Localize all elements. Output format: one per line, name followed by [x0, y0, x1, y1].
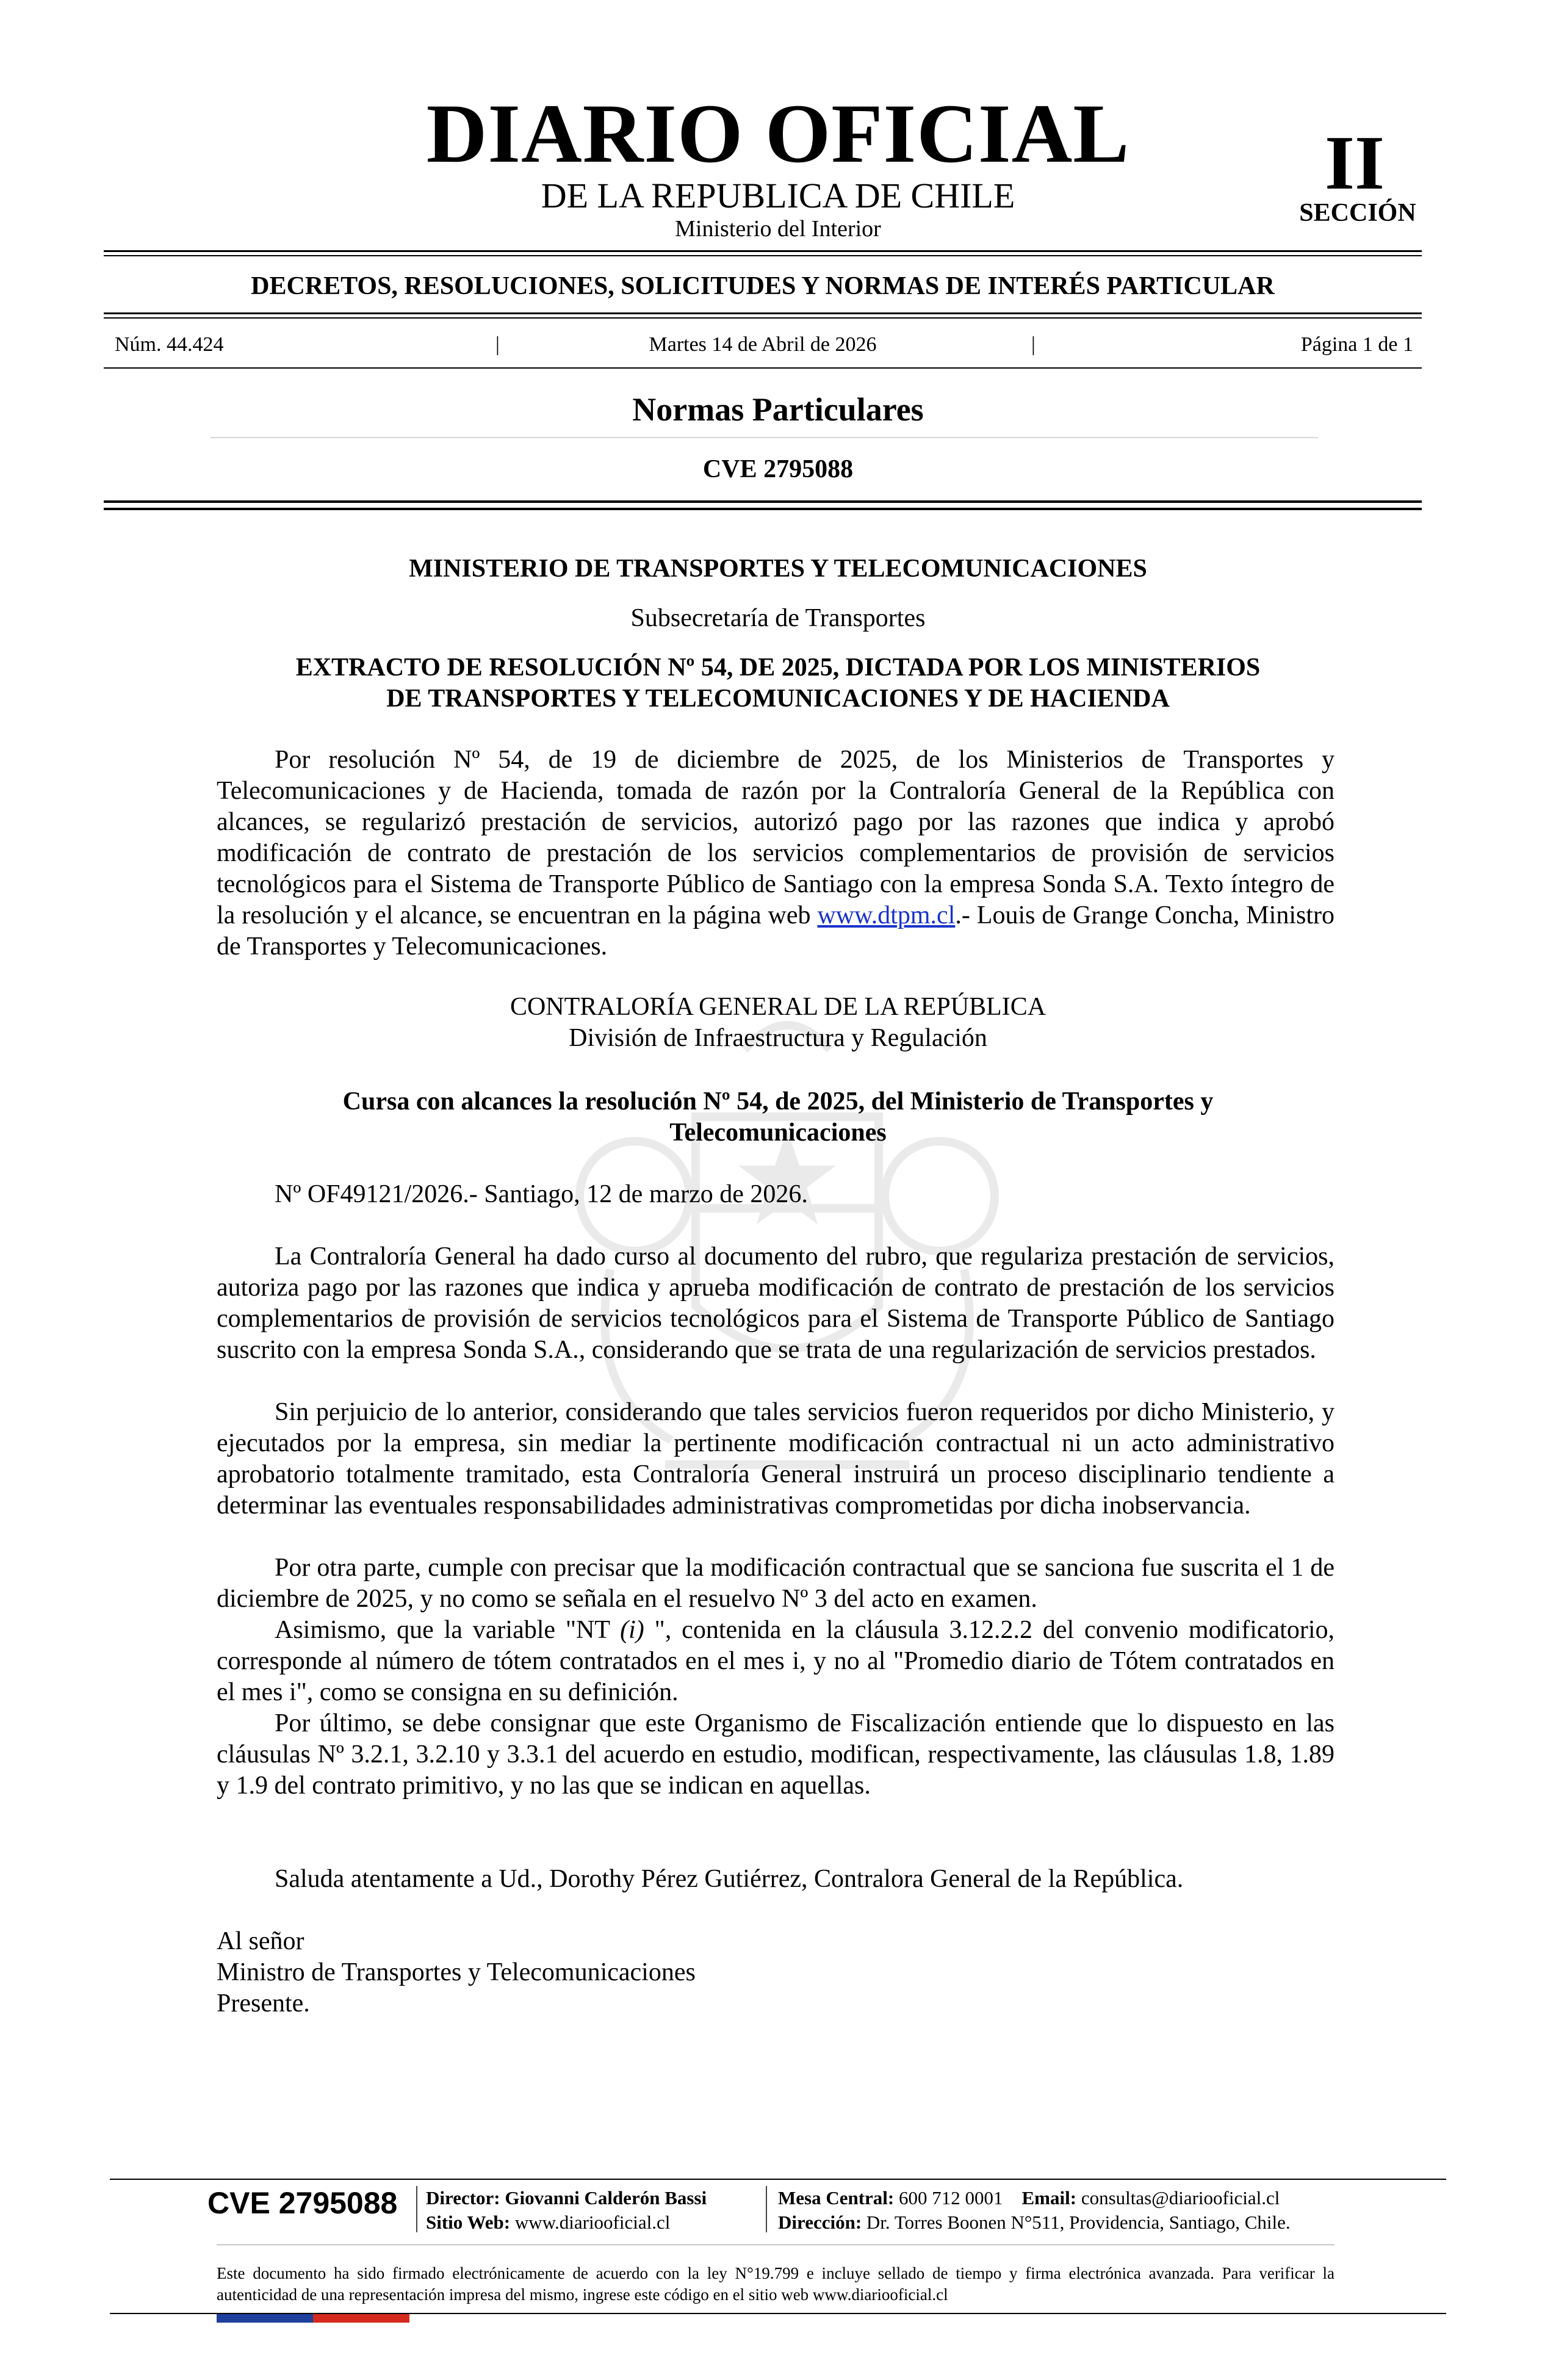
page-count: Página 1 de 1: [1300, 333, 1413, 356]
masthead-ministry: Ministerio del Interior: [675, 216, 881, 242]
issue-date: Martes 14 de Abril de 2026: [649, 333, 877, 356]
paragraph-asimismo: [217, 1615, 1334, 1708]
cve-code: CVE 2795088: [702, 455, 854, 483]
cursa-title-line2: Telecomunicaciones: [669, 1119, 887, 1147]
paragraph-resolution-text: Por resolución Nº 54, de 19 de diciembre de 2025, de los Ministerios de Transportes y Telecomunicaciones y de Hacienda, tomada de razón por la Contraloría General de la República con alcances, se regularizó prestación de servicios, autorizó pago por las razones que indica y aprobó modificación de contrato de prestación de los servicios complementarios de provisión de servicios tecnológicos para el Sistema de Transporte Público de Santiago con la empresa Sonda S.A. Texto íntegro de la resolución y el alcance, se encuentran en la página web: [217, 746, 1334, 929]
subsecretaria: Subsecretaría de Transportes: [630, 604, 926, 632]
dtpm-link[interactable]: www.dtpm.cl: [817, 901, 956, 929]
cve-rule-2: [104, 508, 1422, 510]
variable-i: (i): [620, 1616, 644, 1644]
section-number: II: [1324, 121, 1385, 206]
cursa-title-line1: Cursa con alcances la resolución Nº 54, de 2025, del Ministerio de Transportes y: [342, 1087, 1214, 1116]
flag-stripe-blue: [217, 2314, 313, 2323]
meta-rule: [104, 367, 1422, 369]
address-value: Dr. Torres Boonen N°511, Providencia, Santiago, Chile.: [866, 2212, 1291, 2233]
masthead-rule-top: [104, 250, 1422, 252]
recipient: Ministro de Transportes y Telecomunicaciones: [217, 1958, 696, 1986]
banner-rule-bottom: [104, 312, 1422, 314]
footer-address: [778, 2210, 1291, 2235]
footer-director: [426, 2186, 707, 2210]
contraloria-heading: CONTRALORÍA GENERAL DE LA REPÚBLICA: [510, 993, 1046, 1021]
footer-note: Este documento ha sido firmado electrónicamente de acuerdo con la ley N°19.799 e incluye sellado de tiempo y firma electrónica avanzada. Para verificar la autenticidad de una representación impresa del mismo, ingrese este código en el sitio web www.diariooficial.cl: [217, 2264, 1334, 2304]
website-label: Sitio Web:: [426, 2212, 511, 2233]
paragraph-sin-perjuicio: Sin perjuicio de lo anterior, considerando que tales servicios fueron requeridos por dicho Ministerio, y ejecutados por la empresa, sin mediar la pertinente modificación contractual ni un acto administrativo aprobatorio totalmente tramitado, esta Contraloría General instruirá un proceso disciplinario tendiente a determinar las eventuales responsabilidades administrativas comprometidas por dicha inobservancia.: [217, 1398, 1334, 1520]
saluda-line: Saluda atentamente a Ud., Dorothy Pérez Gutiérrez, Contralora General de la República.: [275, 1865, 1184, 1893]
oficio-reference: Nº OF49121/2026.- Santiago, 12 de marzo de 2026.: [275, 1180, 808, 1208]
division-heading: División de Infraestructura y Regulación: [569, 1024, 987, 1052]
footer-website: [426, 2210, 670, 2235]
masthead-subtitle: DE LA REPUBLICA DE CHILE: [541, 176, 1015, 215]
footer-cve-code: CVE 2795088: [207, 2186, 398, 2220]
footer-rule-top: [110, 2179, 1446, 2180]
director-value: Giovanni Calderón Bassi: [505, 2187, 707, 2209]
footer-divider: [416, 2186, 417, 2232]
extract-title-line2: DE TRANSPORTES Y TELECOMUNICACIONES Y DE HACIENDA: [386, 685, 1170, 713]
meta-separator: |: [495, 333, 500, 356]
email-label: Email:: [1021, 2187, 1077, 2209]
email-value[interactable]: consultas@diariooficial.cl: [1081, 2187, 1280, 2209]
paragraph-curso: La Contraloría General ha dado curso al documento del rubro, que regulariza prestación de servicios, autoriza pago por las razones que indica y aprueba modificación de contrato de prestación de los servicios complementarios de provisión de servicios tecnológicos para el Sistema de Transporte Público de Santiago suscrito con la empresa Sonda S.A., considerando que se trata de una regularización de servicios prestados.: [217, 1242, 1334, 1364]
flag-stripe-red: [313, 2314, 409, 2323]
footer-contact: [778, 2186, 1280, 2210]
ministry-heading: MINISTERIO DE TRANSPORTES Y TELECOMUNICACIONES: [409, 555, 1147, 583]
banner-rule-bottom-2: [104, 317, 1422, 319]
meta-separator: |: [1031, 333, 1036, 356]
paragraph-resolution: [217, 745, 1334, 962]
address-label: Dirección:: [778, 2212, 862, 2233]
paragraph-asimismo-tail: ", contenida en la cláusula 3.12.2.2 del convenio modificatorio, corresponde al número de tótem contratados en el mes i, y no al "Promedio diario de Tótem contratados en el mes i", como se consigna en su definición.: [217, 1616, 1334, 1706]
section-banner: DECRETOS, RESOLUCIONES, SOLICITUDES Y NORMAS DE INTERÉS PARTICULAR: [251, 272, 1275, 300]
masthead-title: DIARIO OFICIAL: [426, 87, 1130, 180]
al-senor: Al señor: [217, 1927, 304, 1955]
paragraph-ultimo: Por último, se debe consignar que este Organismo de Fiscalización entiende que lo dispuesto en las cláusulas Nº 3.2.1, 3.2.10 y 3.3.1 del acuerdo en estudio, modifican, respectivamente, las cláusulas 1.8, 1.89 y 1.9 del contrato primitivo, y no las que se indican en aquellas.: [217, 1709, 1334, 1800]
extract-title-line1: EXTRACTO DE RESOLUCIÓN Nº 54, DE 2025, DICTADA POR LOS MINISTERIOS: [295, 654, 1261, 682]
presente: Presente.: [217, 1989, 310, 2018]
section-label: SECCIÓN: [1299, 199, 1416, 227]
issue-number: Núm. 44.424: [115, 333, 224, 356]
mesa-value: 600 712 0001: [899, 2187, 1003, 2209]
cve-rule-1: [104, 500, 1422, 503]
director-label: Director:: [426, 2187, 500, 2209]
paragraph-otra-parte: Por otra parte, cumple con precisar que la modificación contractual que se sanciona fue suscrita el 1 de diciembre de 2025, y no como se señala en el resuelvo Nº 3 del acto en examen.: [217, 1554, 1334, 1613]
paragraph-resolution-tail: .- Louis de Grange Concha, Ministro de Transportes y Telecomunicaciones.: [217, 901, 1334, 961]
masthead-rule-top-2: [104, 255, 1422, 256]
paragraph-asimismo-text: Asimismo, que la variable "NT: [275, 1616, 621, 1644]
section-title-rule: [211, 437, 1318, 438]
mesa-label: Mesa Central:: [778, 2187, 895, 2209]
footer-divider: [766, 2186, 767, 2232]
website-value[interactable]: www.diariooficial.cl: [514, 2212, 671, 2233]
section-title: Normas Particulares: [632, 391, 924, 428]
